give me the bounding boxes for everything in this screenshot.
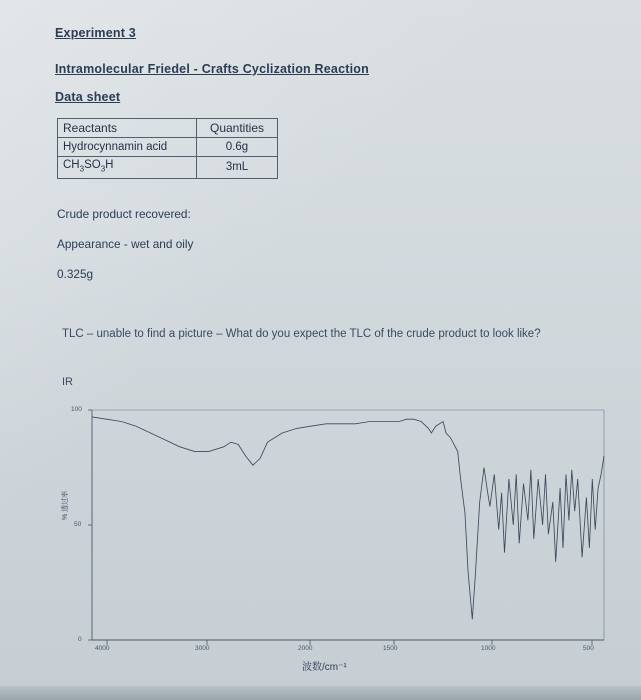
appearance-text: Appearance - wet and oily [57, 237, 194, 251]
tlc-note: TLC – unable to find a picture – What do you expect the TLC of the crude product to look like? [62, 328, 541, 340]
spectrum-plot [52, 400, 612, 655]
ytick-0: 0 [78, 636, 82, 643]
xtick-1000: 1000 [481, 645, 496, 652]
column-header-reactants: Reactants [58, 119, 197, 138]
reaction-title: Intramolecular Friedel - Crafts Cyclization Reaction [55, 62, 369, 76]
xtick-2000: 2000 [298, 645, 313, 652]
xtick-3000: 3000 [195, 645, 210, 652]
ytick-50: 50 [74, 521, 82, 528]
chart-ylabel: % 透过率 [62, 490, 69, 520]
xtick-4000: 4000 [95, 645, 110, 652]
formula-ch3so3h: $CH_3SO_3H$ [63, 159, 114, 174]
table-row [58, 157, 278, 179]
experiment-title: Experiment 3 [55, 26, 136, 40]
cell-reactant-2 [58, 157, 197, 179]
reactants-table [57, 118, 278, 179]
ir-label: IR [62, 376, 73, 388]
table-row [58, 138, 278, 157]
cell-reactant-1: Hydrocynnamin acid [58, 138, 197, 157]
ytick-100: 100 [71, 406, 82, 413]
chart-xlabel: 波数/cm⁻¹ [302, 662, 347, 673]
ir-spectrum-chart [52, 400, 612, 675]
cell-quantity-2: 3mL [197, 157, 278, 179]
table-header-row [58, 119, 278, 138]
column-header-quantities: Quantities [197, 119, 278, 138]
mass-text: 0.325g [57, 267, 94, 281]
xtick-500: 500 [583, 645, 594, 652]
cell-quantity-1: 0.6g [197, 138, 278, 157]
crude-product-heading: Crude product recovered: [57, 207, 191, 221]
xtick-1500: 1500 [383, 645, 398, 652]
datasheet-title: Data sheet [55, 90, 121, 104]
